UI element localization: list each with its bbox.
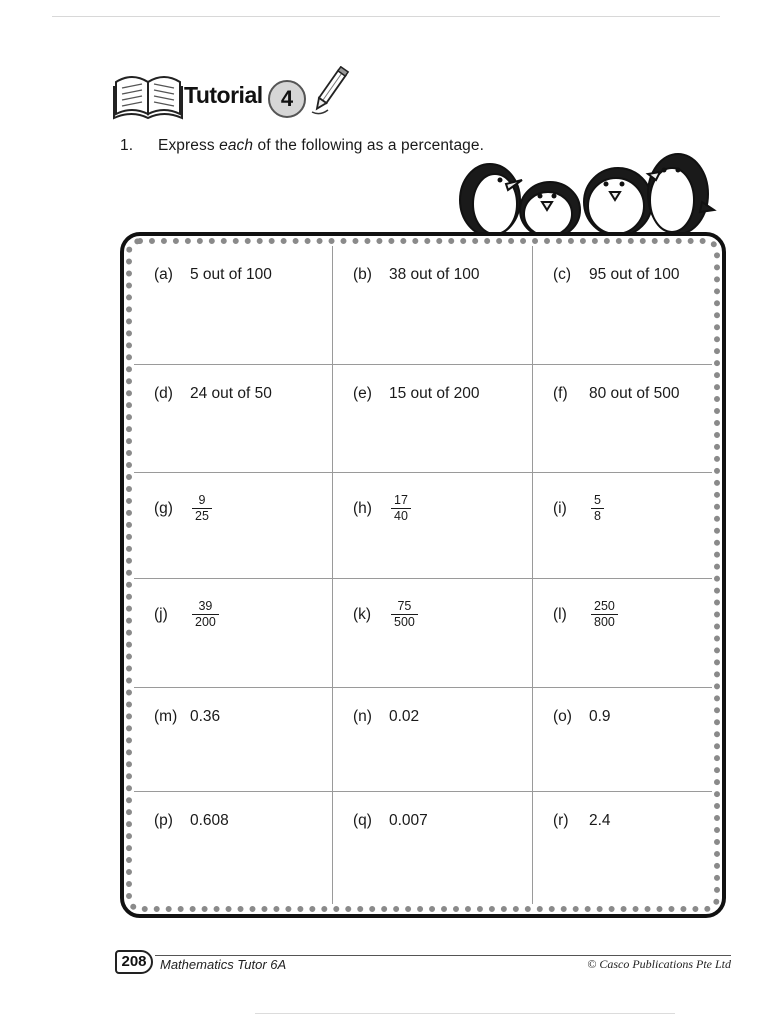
item-g [134, 473, 333, 579]
item-text: 80 out of 500 [589, 385, 680, 402]
tutorial-number-badge: 4 [268, 80, 306, 118]
item-c [533, 246, 712, 365]
fraction-denominator: 40 [394, 509, 408, 523]
fraction-denominator: 200 [195, 615, 216, 629]
item-label: (n) [353, 708, 372, 725]
item-o [533, 688, 712, 792]
fraction-numerator: 5 [594, 493, 601, 507]
item-label: (d) [154, 385, 173, 402]
fraction [391, 493, 411, 524]
item-text: 5 out of 100 [190, 266, 272, 283]
item-label: (b) [353, 266, 372, 283]
open-book-icon [112, 68, 186, 120]
item-text: 2.4 [589, 812, 611, 829]
item-label: (f) [553, 385, 568, 402]
book-title: Mathematics Tutor 6A [160, 957, 287, 972]
page-number: 208 [115, 950, 153, 974]
fraction [192, 599, 219, 630]
item-text: 0.007 [389, 812, 428, 829]
fraction-numerator: 75 [397, 599, 412, 613]
item-m [134, 688, 333, 792]
item-n [333, 688, 533, 792]
item-label: (p) [154, 812, 173, 829]
fraction-numerator: 17 [394, 493, 408, 507]
item-i [533, 473, 712, 579]
question-text-start: Express [158, 137, 220, 154]
item-label: (i) [553, 499, 567, 517]
item-h [333, 473, 533, 579]
item-label: (h) [353, 499, 372, 517]
fraction [192, 493, 212, 524]
fraction-numerator: 39 [198, 599, 213, 613]
item-text: 0.36 [190, 708, 221, 725]
question-number: 1. [120, 137, 134, 154]
exercise-grid [134, 246, 712, 904]
item-p [134, 792, 333, 904]
item-text: 15 out of 200 [389, 385, 480, 402]
item-b [333, 246, 533, 365]
question-emphasis: each [219, 137, 254, 154]
item-label: (e) [353, 385, 372, 402]
penguins-illustration [450, 150, 720, 242]
item-a [134, 246, 333, 365]
item-l [533, 579, 712, 688]
item-label: (k) [353, 605, 372, 623]
tutorial-header [112, 66, 352, 126]
top-divider [52, 16, 720, 17]
bottom-divider [255, 1013, 675, 1014]
item-label: (c) [553, 266, 572, 283]
fraction-numerator: 9 [198, 493, 206, 507]
fraction [591, 599, 618, 630]
item-label: (l) [553, 605, 567, 623]
item-r [533, 792, 712, 904]
pencil-icon [306, 66, 350, 118]
item-label: (m) [154, 708, 178, 725]
fraction-denominator: 800 [594, 615, 615, 629]
item-label: (q) [353, 812, 372, 829]
item-text: 0.02 [389, 708, 420, 725]
footer-divider [155, 955, 731, 956]
item-d [134, 365, 333, 473]
item-label: (o) [553, 708, 572, 725]
item-text: 95 out of 100 [589, 266, 680, 283]
fraction-denominator: 500 [394, 615, 415, 629]
item-text: 0.608 [190, 812, 229, 829]
item-j [134, 579, 333, 688]
item-q [333, 792, 533, 904]
fraction-numerator: 250 [594, 599, 615, 613]
fraction [391, 599, 418, 630]
fraction-denominator: 25 [195, 509, 209, 523]
item-text: 0.9 [589, 708, 611, 725]
item-f [533, 365, 712, 473]
exercise-frame [120, 232, 726, 918]
item-e [333, 365, 533, 473]
item-text: 24 out of 50 [190, 385, 272, 402]
fraction [591, 493, 604, 524]
item-label: (a) [154, 266, 173, 283]
tutorial-title: Tutorial [184, 82, 263, 108]
copyright-notice: © Casco Publications Pte Ltd [587, 957, 731, 971]
item-label: (j) [154, 605, 168, 623]
item-label: (r) [553, 812, 569, 829]
item-label: (g) [154, 499, 173, 517]
item-text: 38 out of 100 [389, 266, 480, 283]
item-k [333, 579, 533, 688]
question-prompt [120, 137, 484, 155]
question-text-end: of the following as a percentage. [253, 137, 485, 154]
fraction-denominator: 8 [594, 509, 601, 523]
